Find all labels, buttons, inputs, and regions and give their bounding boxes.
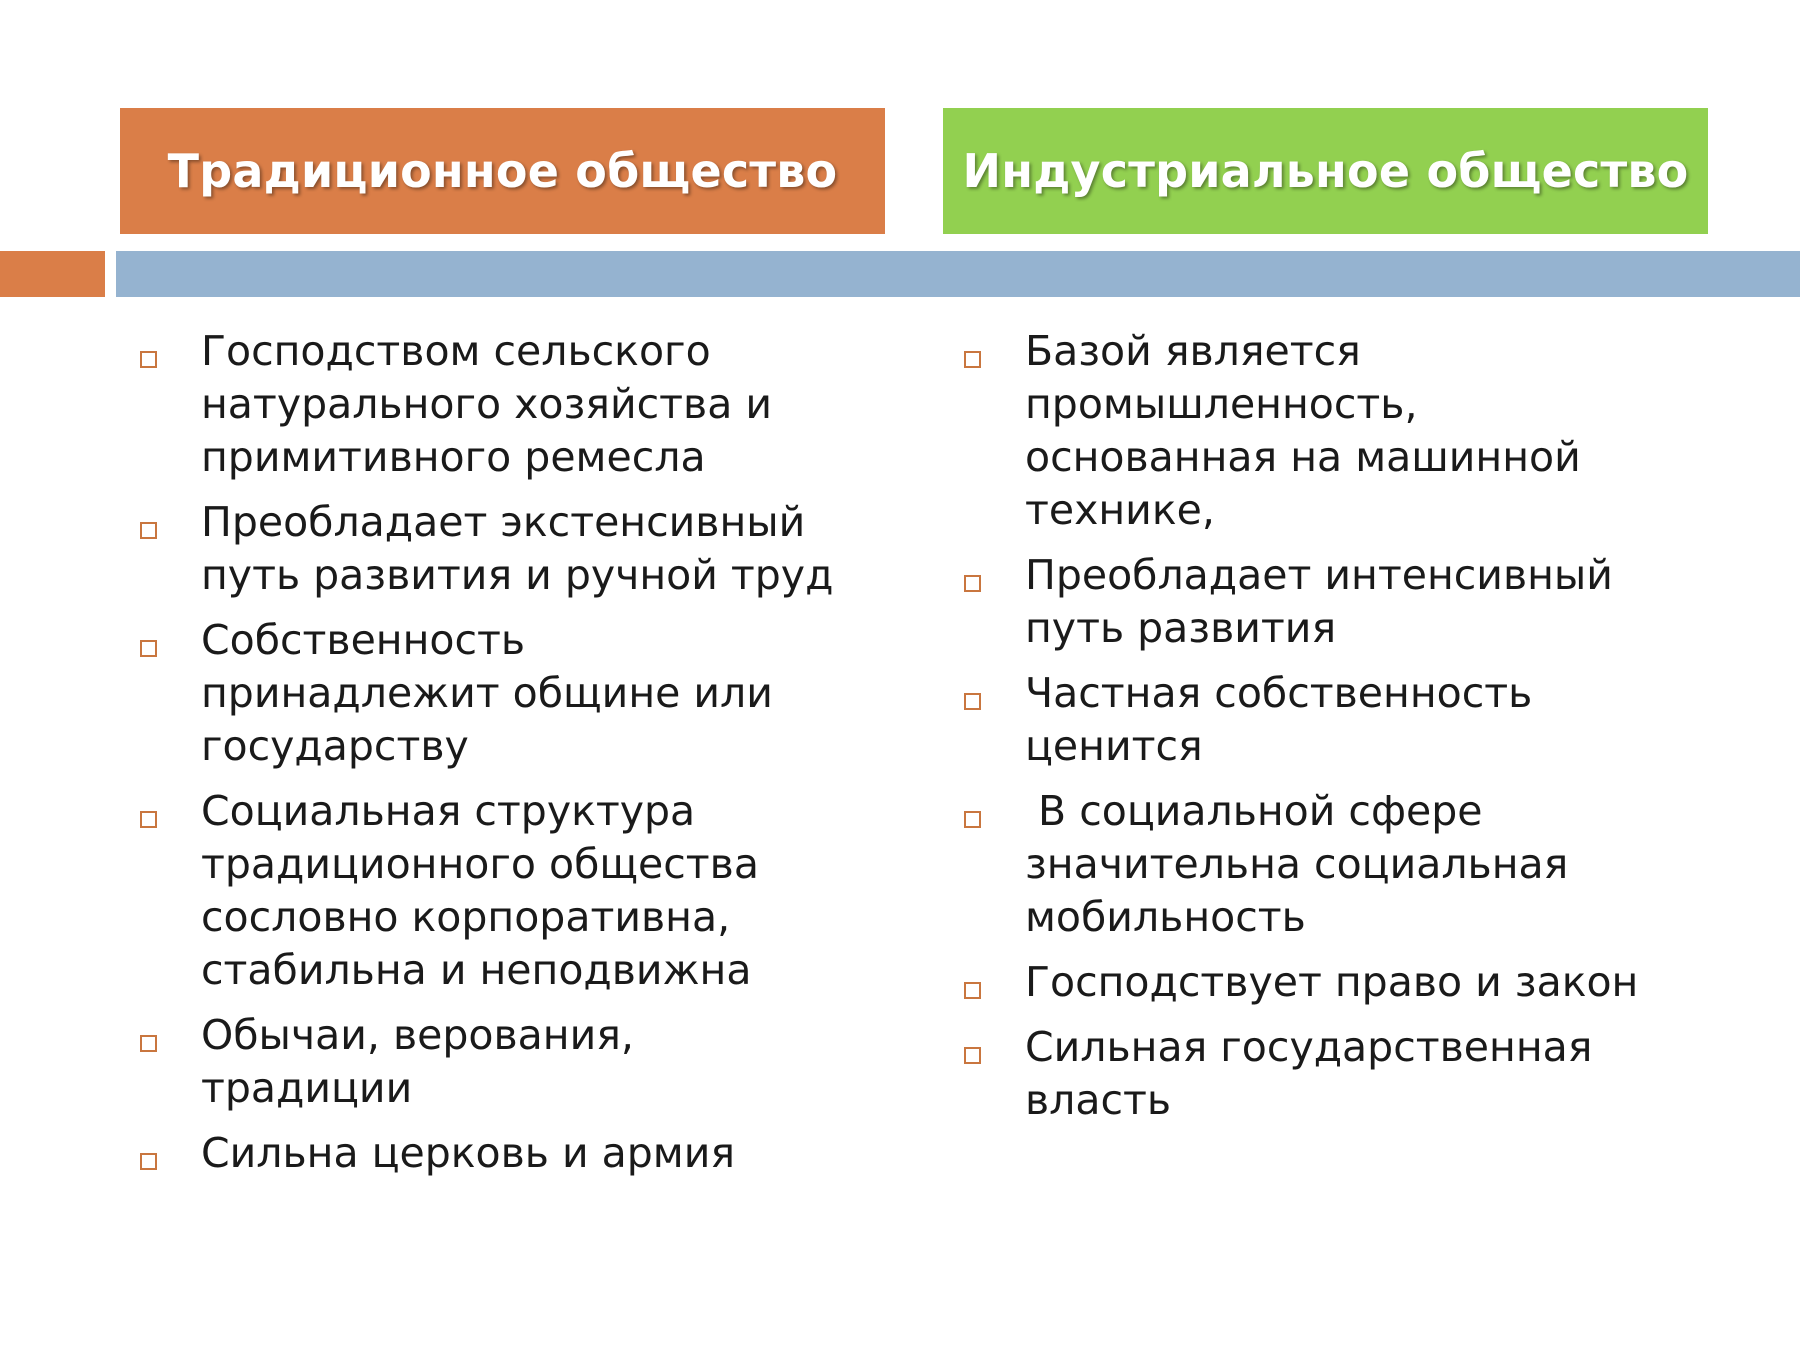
list-item-line: принадлежит общине или [201,669,773,717]
square-bullet-icon [964,982,981,999]
list-item [964,956,1714,1009]
divider-bar [116,251,1800,297]
list-item-text [1025,785,1568,944]
square-bullet-icon [140,811,157,828]
traditional-society-list [140,325,880,1192]
list-item-line: натурального хозяйства и [201,380,772,428]
list-item [140,614,880,773]
list-item-line: сословно корпоративна, [201,893,731,941]
list-item-line: традиции [201,1064,413,1112]
list-item [964,667,1714,773]
list-item-line: Сильна церковь и армия [201,1129,736,1177]
list-item-line: Базой является [1025,327,1361,375]
list-item-text [201,614,773,773]
list-item-text [201,1127,735,1180]
list-item-text [1025,549,1613,655]
list-item-line: примитивного ремесла [201,433,706,481]
square-bullet-icon [964,351,981,368]
list-item-text [201,1009,634,1115]
square-bullet-icon [964,575,981,592]
list-item-text [1025,956,1638,1009]
square-bullet-icon [140,640,157,657]
list-item-line: власть [1025,1076,1172,1124]
list-item-line: путь развития и ручной труд [201,551,834,599]
list-item [964,549,1714,655]
list-item-line: Господствует право и закон [1025,958,1639,1006]
list-item-line: Обычаи, верования, [201,1011,634,1059]
list-item-line: государству [201,722,469,770]
list-item [140,1127,880,1180]
list-item-text [201,496,833,602]
list-item-line: В социальной сфере [1025,787,1483,835]
square-bullet-icon [964,693,981,710]
list-item [964,1021,1714,1127]
industrial-society-list [964,325,1714,1139]
list-item-line: ценится [1025,722,1203,770]
list-item [964,325,1714,537]
list-item-line: значительна социальная [1025,840,1569,888]
list-item-line: путь развития [1025,604,1337,652]
list-item-line: Преобладает экстенсивный [201,498,806,546]
list-item-text [1025,1021,1592,1127]
industrial-society-title: Индустриальное общество [962,144,1689,198]
traditional-society-header [120,108,885,234]
accent-divider-bar [0,251,105,297]
square-bullet-icon [964,1047,981,1064]
list-item [140,785,880,997]
list-item [140,496,880,602]
list-item-text [201,325,772,484]
square-bullet-icon [964,811,981,828]
list-item-line: Собственность [201,616,526,664]
square-bullet-icon [140,1035,157,1052]
square-bullet-icon [140,522,157,539]
list-item-line: стабильна и неподвижна [201,946,752,994]
traditional-society-title: Традиционное общество [167,144,838,198]
list-item-line: технике, [1025,486,1215,534]
list-item-text [201,785,759,997]
list-item-text [1025,325,1581,537]
list-item-line: Социальная структура [201,787,696,835]
list-item-line: Преобладает интенсивный [1025,551,1613,599]
list-item [140,1009,880,1115]
list-item [140,325,880,484]
list-item-line: Господством сельского [201,327,711,375]
list-item-line: Сильная государственная [1025,1023,1593,1071]
list-item-line: промышленность, [1025,380,1418,428]
list-item-line: традиционного общества [201,840,759,888]
list-item-line: основанная на машинной [1025,433,1581,481]
list-item [964,785,1714,944]
square-bullet-icon [140,351,157,368]
list-item-line: мобильность [1025,893,1306,941]
square-bullet-icon [140,1153,157,1170]
industrial-society-header [943,108,1708,234]
list-item-line: Частная собственность [1025,669,1533,717]
list-item-text [1025,667,1532,773]
